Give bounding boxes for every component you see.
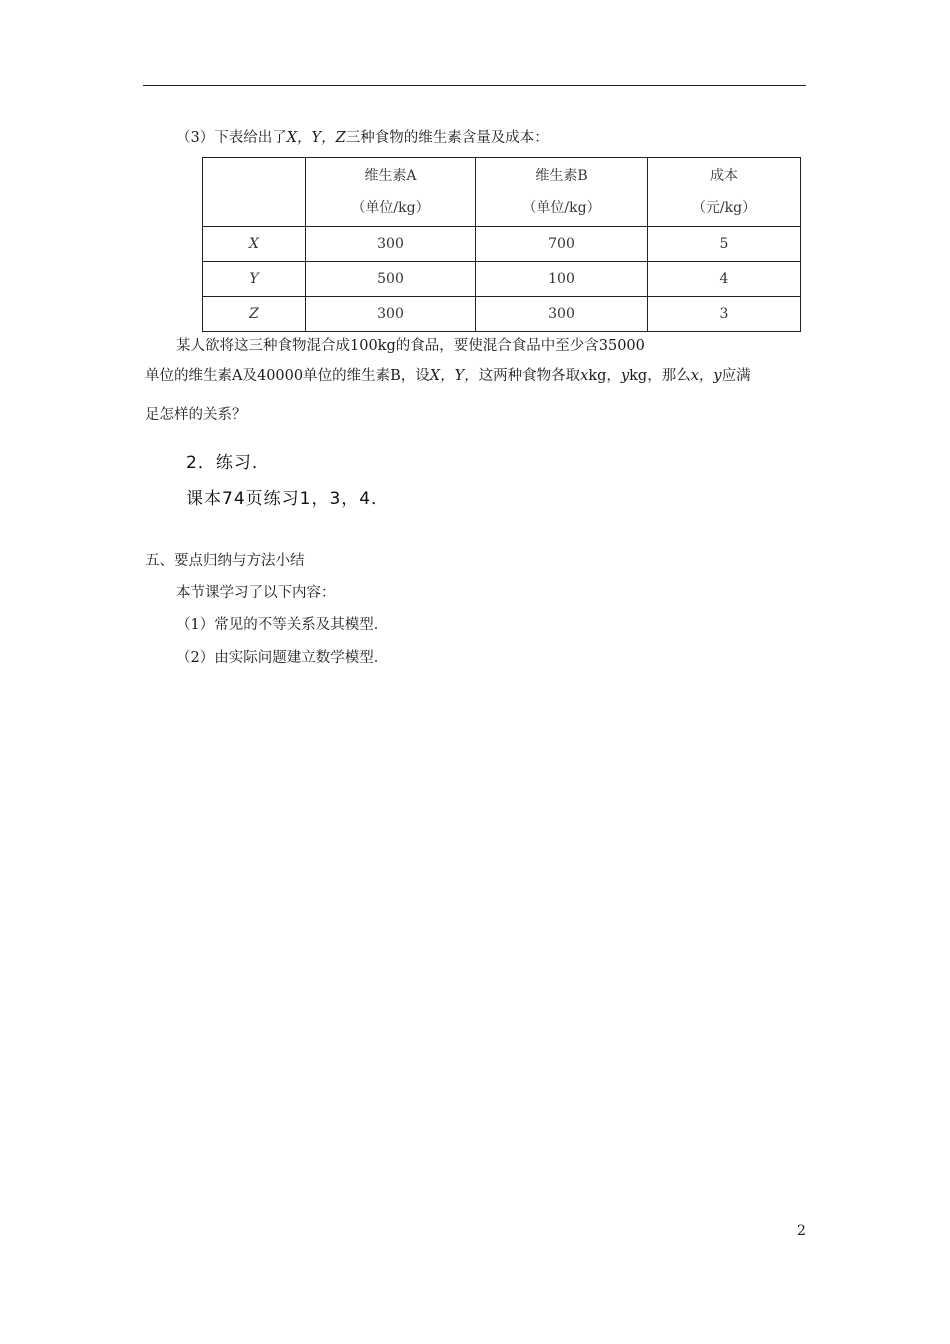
row-vitamin-b: 700 — [476, 227, 648, 262]
intro-suffix: 三种食物的维生素含量及成本： — [345, 130, 549, 146]
header-cell-vitamin-b: 维生素B （单位/kg） — [476, 158, 648, 227]
row-vitamin-a: 300 — [306, 227, 476, 262]
row-name: X — [203, 227, 306, 262]
intro-vars: X，Y，Z — [286, 130, 346, 146]
header-rule — [143, 85, 806, 86]
practice-heading: 2．练习． — [186, 453, 270, 473]
row-cost: 5 — [648, 227, 801, 262]
table-header-row — [203, 158, 801, 227]
table-row — [203, 262, 801, 297]
practice-text: 课本74页练习1，3，4． — [186, 489, 390, 509]
row-vitamin-a: 300 — [306, 297, 476, 332]
paragraph-line-1: 某人欲将这三种食物混合成100kg的食品，要使混合食品中至少含35000 — [176, 338, 645, 354]
row-vitamin-b: 100 — [476, 262, 648, 297]
header-cell-vitamin-a: 维生素A （单位/kg） — [306, 158, 476, 227]
paragraph-line-3: 足怎样的关系？ — [145, 407, 247, 423]
header-cell-cost: 成本 （元/kg） — [648, 158, 801, 227]
summary-heading: 五、要点归纳与方法小结 — [145, 553, 305, 569]
summary-item-1: （1）常见的不等关系及其模型． — [176, 617, 389, 633]
paragraph-line-2: 单位的维生素A及40000单位的维生素B，设X，Y，这两种食物各取xkg，ykg，那么x，y应满 — [145, 368, 751, 384]
vitamin-table — [202, 157, 801, 332]
table-row — [203, 297, 801, 332]
table-row — [203, 227, 801, 262]
summary-intro: 本节课学习了以下内容： — [176, 585, 336, 601]
intro-prefix: （3）下表给出了 — [176, 130, 287, 146]
row-cost: 4 — [648, 262, 801, 297]
page-number: 2 — [797, 1223, 806, 1239]
row-vitamin-b: 300 — [476, 297, 648, 332]
summary-item-2: （2）由实际问题建立数学模型． — [176, 650, 389, 666]
header-cell-empty — [203, 158, 306, 227]
row-vitamin-a: 500 — [306, 262, 476, 297]
row-name: Y — [203, 262, 306, 297]
row-cost: 3 — [648, 297, 801, 332]
problem-intro — [176, 128, 549, 148]
row-name: Z — [203, 297, 306, 332]
